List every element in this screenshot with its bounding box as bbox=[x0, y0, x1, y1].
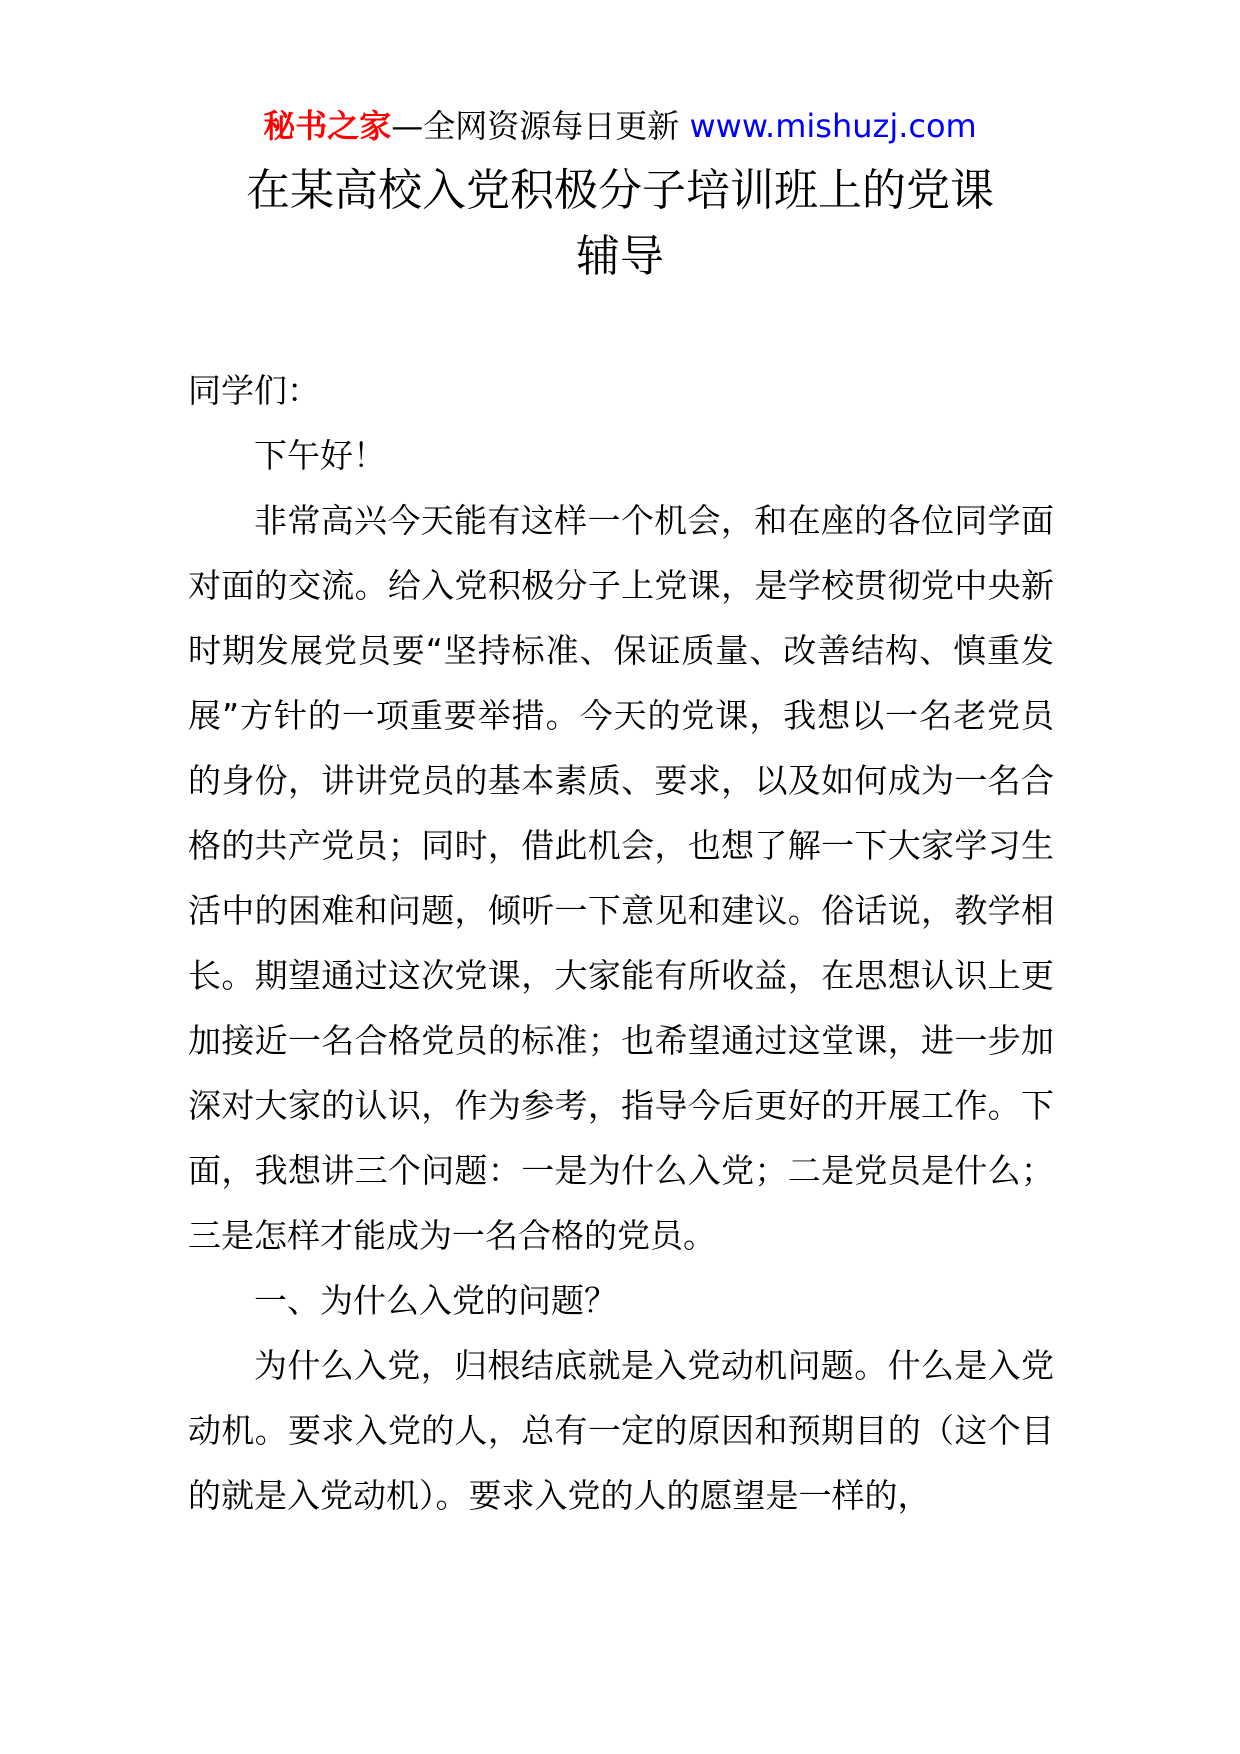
brand-name: 秘书之家 bbox=[263, 107, 392, 145]
section-heading: 一、为什么入党的问题？ bbox=[254, 1281, 617, 1320]
site-url-link[interactable]: www.mishuzj.com bbox=[689, 107, 977, 145]
intro-paragraph: 非常高兴今天能有这样一个机会，和在座的各位同学面对面的交流。给入党积极分子上党课，是学校贯彻党中央新时期发展党员要“坚持标准、保证质量、改善结构、慎重发展”方针的一项重要举措。今天的党课，我想以一名老党员的身份，讲讲党员的基本素质、要求，以及如何成为一名合格的共产党员；同时，借此机会，也想了解一下大家学习生活中的困难和问题，倾听一下意见和建议。俗话说，教学相长。期望通过这次党课，大家能有所收益，在思想认识上更加接近一名合格党员的标准；也希望通过这堂课，进一步加深对大家的认识，作为参考，指导今后更好的开展工作。下面，我想讲三个问题：一是为什么入党；二是党员是什么；三是怎样才能成为一名合格的党员。 bbox=[188, 501, 1054, 1255]
title-line-1: 在某高校入党积极分子培训班上的党课 bbox=[246, 165, 994, 216]
title-line-2: 辅导 bbox=[576, 231, 664, 282]
section-paragraph: 为什么入党，归根结底就是入党动机问题。什么是入党动机。要求入党的人，总有一定的原因和预期目的（这个目的就是入党动机）。要求入党的人的愿望是一样的， bbox=[188, 1346, 1054, 1515]
document-body bbox=[188, 358, 1054, 1528]
salutation: 同学们： bbox=[188, 371, 320, 410]
greeting: 下午好！ bbox=[254, 436, 386, 475]
document-title bbox=[160, 158, 1080, 290]
header-slogan: —全网资源每日更新 bbox=[391, 107, 680, 145]
site-header bbox=[0, 104, 1240, 148]
